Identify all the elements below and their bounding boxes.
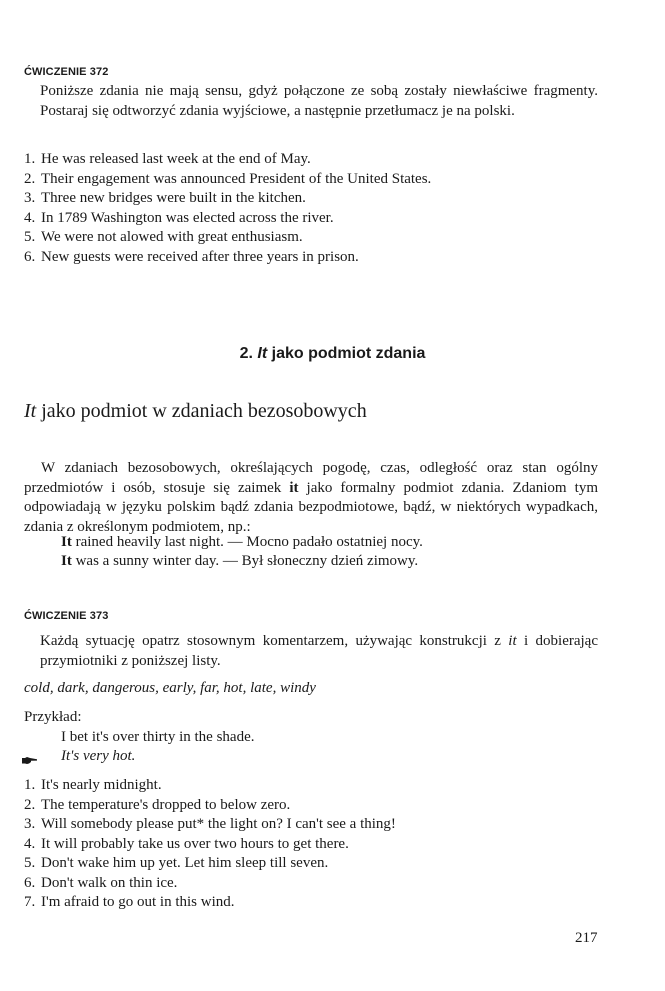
exercise-373-instruction: Każdą sytuację opatrz stosownym komentarzem, używając konstrukcji z it i dobierając przymiotniki z poniższej listy. (40, 633, 598, 669)
list-item: 4. It will probably take us over two hours to get there. (24, 835, 349, 852)
pointing-hand-icon (22, 756, 38, 766)
list-item: 4. In 1789 Washington was elected across the river. (24, 209, 334, 226)
list-item: 3. Will somebody please put* the light on? I can't see a thing! (24, 816, 396, 832)
example-label: Przykład: (24, 709, 82, 725)
list-item: 3. Three new bridges were built in the kitchen. (24, 190, 306, 206)
example-sentence: I bet it's over thirty in the shade. (61, 729, 255, 745)
exercise-373-heading: ĆWICZENIE 373 (24, 610, 109, 622)
exercise-372-list (24, 150, 431, 267)
exercise-372-instruction: Poniższe zdania nie mają sensu, gdyż połączone ze sobą zostały niewłaściwe fragmenty. Postaraj się odtworzyć zdania wyjściowe, a następnie przetłumacz je na polski. (40, 83, 598, 119)
list-item: 1. He was released last week at the end of May. (24, 151, 311, 167)
list-item: 5. We were not alowed with great enthusiasm. (24, 229, 303, 245)
list-item: 2. The temperature's dropped to below zero. (24, 796, 291, 813)
exercise-372-heading: ĆWICZENIE 372 (24, 66, 109, 78)
list-item: 6. New guests were received after three years in prison. (24, 248, 359, 265)
example-sentence: It rained heavily last night. — Mocno padało ostatniej nocy. (61, 534, 423, 550)
list-item: 7. I'm afraid to go out in this wind. (24, 894, 235, 910)
page-number: 217 (575, 930, 598, 946)
example-sentence: It was a sunny winter day. — Był słoneczny dzień zimowy. (61, 553, 419, 569)
list-item: 2. Their engagement was announced President of the United States. (24, 170, 432, 187)
exercise-373-list (24, 776, 396, 913)
list-item: 5. Don't wake him up yet. Let him sleep till seven. (24, 855, 329, 871)
subsection-title: It jako podmiot w zdaniach bezosobowych (24, 400, 367, 422)
explanation-paragraph: W zdaniach bezosobowych, określających pogodę, czas, odległość oraz stan ogólny przedmiotów i osób, stosuje się zaimek it jako formalny podmiot zdania. Zdaniom tym odpowiadają w języku polskim bądź zdania bezpodmiotowe, bądź, w niektórych wypadkach, zdania z określonym podmiotem, np.: (24, 460, 598, 535)
section-title: 2. It jako podmiot zdania (239, 345, 426, 362)
adjective-list: cold, dark, dangerous, early, far, hot, late, windy (24, 680, 316, 696)
example-answer: It's very hot. (61, 748, 136, 764)
list-item: 6. Don't walk on thin ice. (24, 874, 178, 891)
list-item: 1. It's nearly midnight. (24, 777, 162, 793)
